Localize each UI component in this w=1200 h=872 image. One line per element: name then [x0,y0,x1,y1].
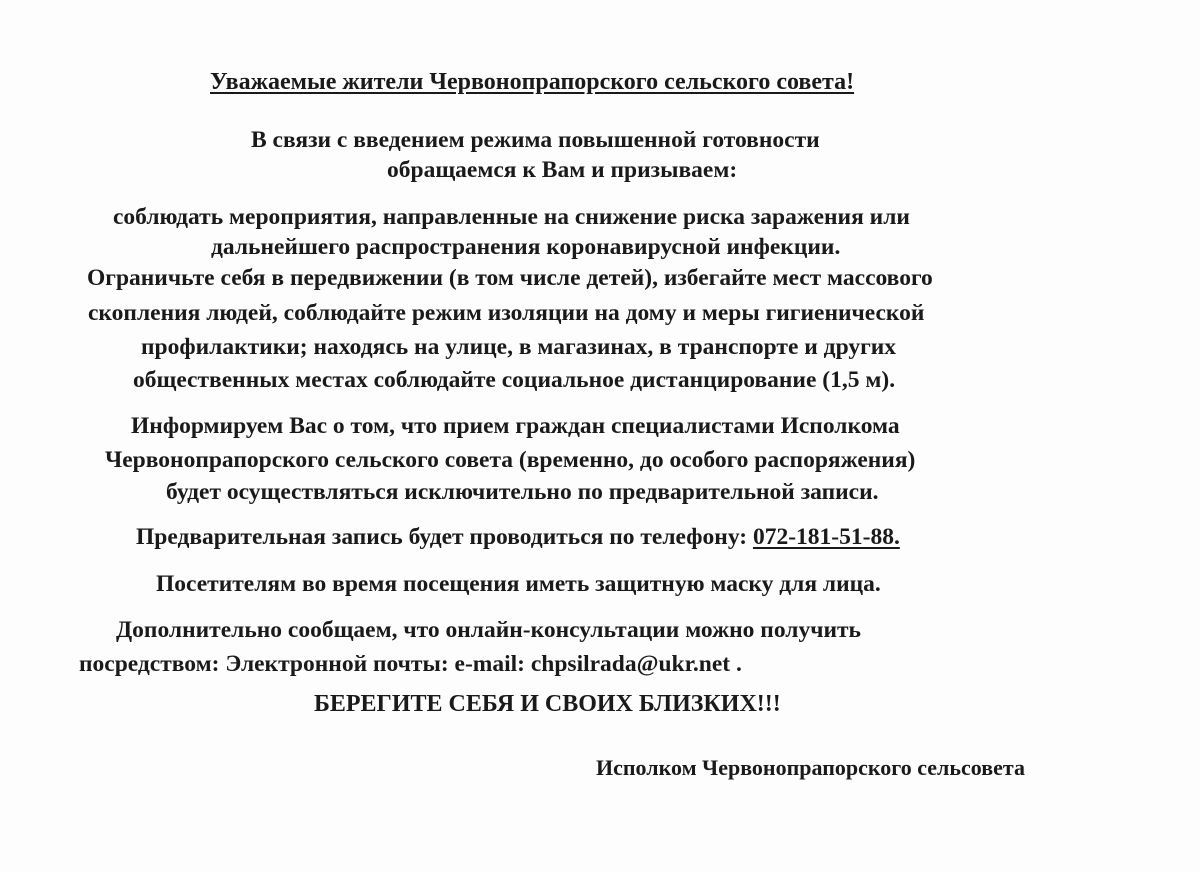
measures-line-5: профилактики; находясь на улице, в магазинах, в транспорте и других [141,334,897,360]
measures-line-4: скопления людей, соблюдайте режим изоляции на дому и меры гигиенической [88,300,925,326]
measures-line-1: соблюдать мероприятия, направленные на снижение риска заражения или [113,204,910,230]
phone-number: 072-181-51-88. [752,524,900,550]
closing-call: БЕРЕГИТЕ СЕБЯ И СВОИХ БЛИЗКИХ!!! [314,691,781,717]
measures-line-2: дальнейшего распространения коронавирусной инфекции. [211,234,841,260]
intro-line-2: обращаемся к Вам и призываем: [387,157,738,183]
document-heading: Уважаемые жители Червонопрапорского сельского совета! [210,69,855,95]
online-line-2: посредством: Электронной почты: e-mail: chpsilrada@ukr.net . [79,651,742,677]
appointment-text: Предварительная запись будет проводиться по телефону: [136,524,753,550]
reception-line-2: Червонопрапорского сельского совета (временно, до особого распоряжения) [105,447,916,473]
signature: Исполком Червонопрапорского сельсовета [596,755,1025,780]
online-line-1: Дополнительно сообщаем, что онлайн-консультации можно получить [116,617,861,643]
intro-line-1: В связи с введением режима повышенной готовности [251,127,820,153]
reception-line-1: Информируем Вас о том, что прием граждан специалистами Исполкома [131,413,900,439]
reception-line-3: будет осуществляться исключительно по предварительной записи. [166,479,879,505]
mask-notice: Посетителям во время посещения иметь защитную маску для лица. [156,571,881,597]
measures-line-3: Ограничьте себя в передвижении (в том числе детей), избегайте мест массового [87,265,933,291]
measures-line-6: общественных местах соблюдайте социальное дистанцирование (1,5 м). [133,367,896,393]
appointment-line [136,523,900,551]
